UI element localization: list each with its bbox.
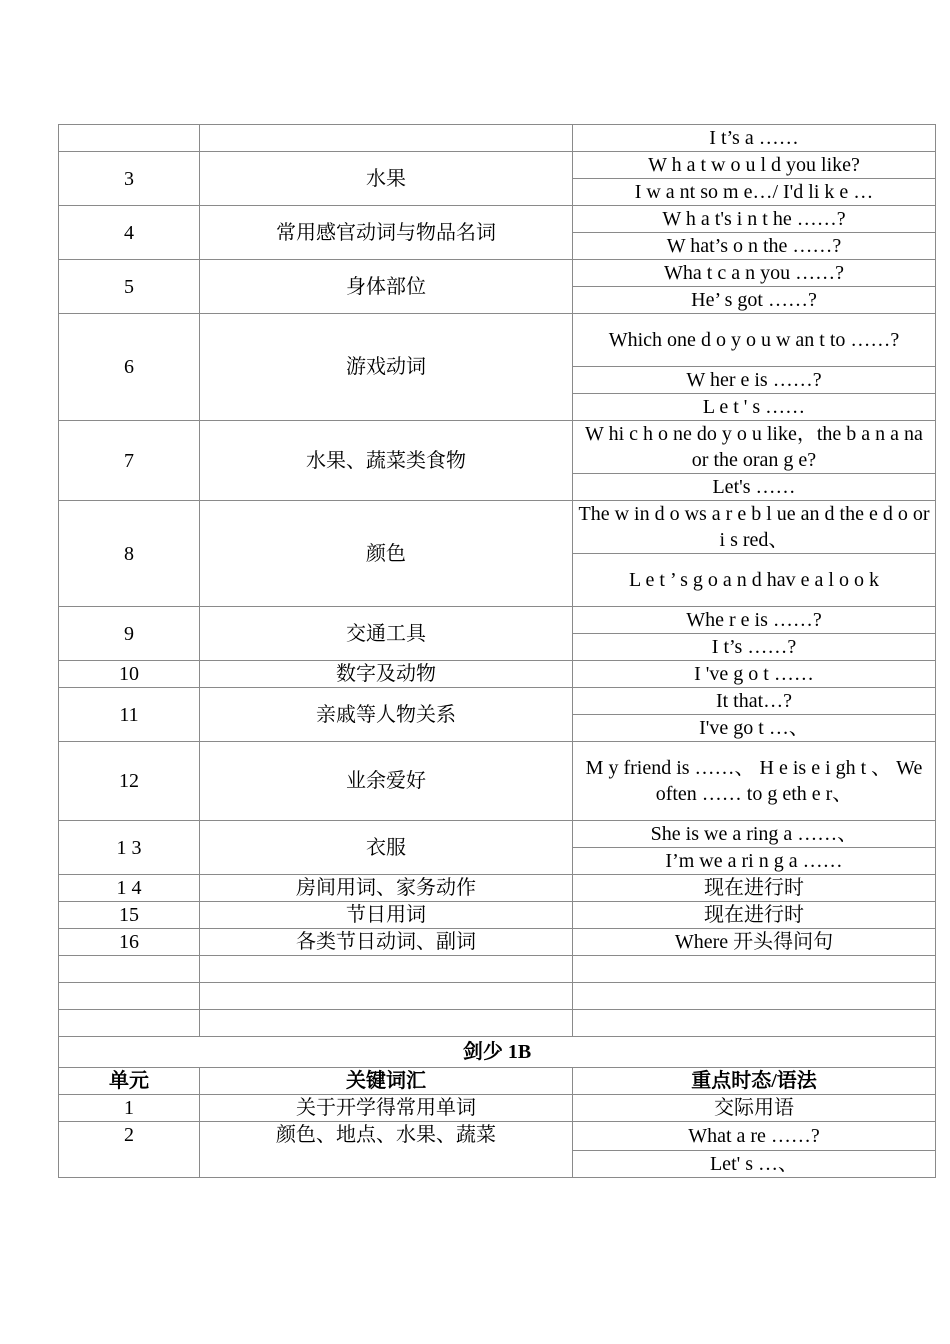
unit-cell: 1 4 (59, 875, 200, 902)
unit-cell: 7 (59, 421, 200, 501)
section-title-row (59, 1037, 936, 1068)
table-row (59, 688, 936, 715)
unit-cell (59, 125, 200, 152)
grammar-cell: I t’s ……? (573, 634, 936, 661)
header-grammar: 重点时态/语法 (573, 1068, 936, 1095)
grammar-cell: 现在进行时 (573, 902, 936, 929)
vocab-cell: 数字及动物 (200, 661, 573, 688)
table-row (59, 902, 936, 929)
unit-cell: 11 (59, 688, 200, 742)
grammar-cell: M y friend is ……、 H e is e i gh t 、 We often …… to g eth e r、 (573, 742, 936, 821)
unit-cell: 5 (59, 260, 200, 314)
vocab-cell: 各类节日动词、副词 (200, 929, 573, 956)
table-row (59, 260, 936, 287)
table-row (59, 501, 936, 554)
grammar-cell: 现在进行时 (573, 875, 936, 902)
vocab-cell: 水果、蔬菜类食物 (200, 421, 573, 501)
table-row (59, 152, 936, 179)
header-row (59, 1068, 936, 1095)
table-row (59, 1095, 936, 1122)
grammar-cell: W h a t w o u l d you like? (573, 152, 936, 179)
table-row (59, 607, 936, 634)
grammar-cell: L e t ' s …… (573, 394, 936, 421)
unit-cell: 16 (59, 929, 200, 956)
grammar-cell: Let's …… (573, 474, 936, 501)
empty-row (59, 983, 936, 1010)
vocab-cell: 节日用词 (200, 902, 573, 929)
vocab-cell (200, 125, 573, 152)
unit-cell: 2 (59, 1122, 200, 1178)
vocab-cell: 房间用词、家务动作 (200, 875, 573, 902)
grammar-cell: Wha t c a n you ……? (573, 260, 936, 287)
grammar-cell: The w in d o ws a r e b l ue an d the e d o or i s red、 (573, 501, 936, 554)
grammar-cell: 交际用语 (573, 1095, 936, 1122)
grammar-cell: W h a t's i n t he ……? (573, 206, 936, 233)
table-row (59, 421, 936, 474)
vocab-cell: 水果 (200, 152, 573, 206)
vocab-cell: 常用感官动词与物品名词 (200, 206, 573, 260)
table-row (59, 929, 936, 956)
grammar-cell: W her e is ……? (573, 367, 936, 394)
table-row (59, 125, 936, 152)
grammar-cell: W hi c h o ne do y o u like，the b a n a na or the oran g e? (573, 421, 936, 474)
vocab-cell: 游戏动词 (200, 314, 573, 421)
table-row (59, 875, 936, 902)
grammar-cell: Let' s …、 (573, 1151, 936, 1178)
table-row (59, 314, 936, 367)
table-row (59, 206, 936, 233)
table-row (59, 821, 936, 848)
vocab-cell: 业余爱好 (200, 742, 573, 821)
vocab-cell: 交通工具 (200, 607, 573, 661)
grammar-cell: Which one d o y o u w an t to ……? (573, 314, 936, 367)
grammar-cell: W hat’s o n the ……? (573, 233, 936, 260)
grammar-cell: Whe r e is ……? (573, 607, 936, 634)
empty-row (59, 956, 936, 983)
table-row (59, 661, 936, 688)
grammar-cell: It that…? (573, 688, 936, 715)
empty-row (59, 1010, 936, 1037)
unit-cell: 4 (59, 206, 200, 260)
unit-cell: 1 (59, 1095, 200, 1122)
unit-cell: 15 (59, 902, 200, 929)
grammar-cell: She is we a ring a ……、 (573, 821, 936, 848)
unit-cell: 6 (59, 314, 200, 421)
grammar-cell: He’ s got ……? (573, 287, 936, 314)
grammar-cell: What a re ……? (573, 1122, 936, 1151)
vocab-cell: 身体部位 (200, 260, 573, 314)
unit-cell: 9 (59, 607, 200, 661)
unit-cell: 12 (59, 742, 200, 821)
vocab-cell: 亲戚等人物关系 (200, 688, 573, 742)
table-row (59, 1122, 936, 1151)
section-title: 剑少 1B (59, 1037, 936, 1068)
vocab-cell: 关于开学得常用单词 (200, 1095, 573, 1122)
grammar-cell: I t’s a …… (573, 125, 936, 152)
grammar-cell: L e t ’ s g o a n d hav e a l o o k (573, 554, 936, 607)
grammar-cell: I w a nt so m e…/ I'd li k e … (573, 179, 936, 206)
vocab-cell: 衣服 (200, 821, 573, 875)
unit-cell: 1 3 (59, 821, 200, 875)
grammar-cell: I 've g o t …… (573, 661, 936, 688)
header-unit: 单元 (59, 1068, 200, 1095)
vocab-cell: 颜色 (200, 501, 573, 607)
grammar-cell: Where 开头得问句 (573, 929, 936, 956)
syllabus-table (58, 124, 936, 1178)
unit-cell: 10 (59, 661, 200, 688)
document (58, 124, 935, 1178)
unit-cell: 3 (59, 152, 200, 206)
vocab-cell: 颜色、地点、水果、蔬菜 (200, 1122, 573, 1178)
grammar-cell: I've go t …、 (573, 715, 936, 742)
header-vocab: 关键词汇 (200, 1068, 573, 1095)
table-row (59, 742, 936, 821)
unit-cell: 8 (59, 501, 200, 607)
grammar-cell: I’m we a ri n g a …… (573, 848, 936, 875)
